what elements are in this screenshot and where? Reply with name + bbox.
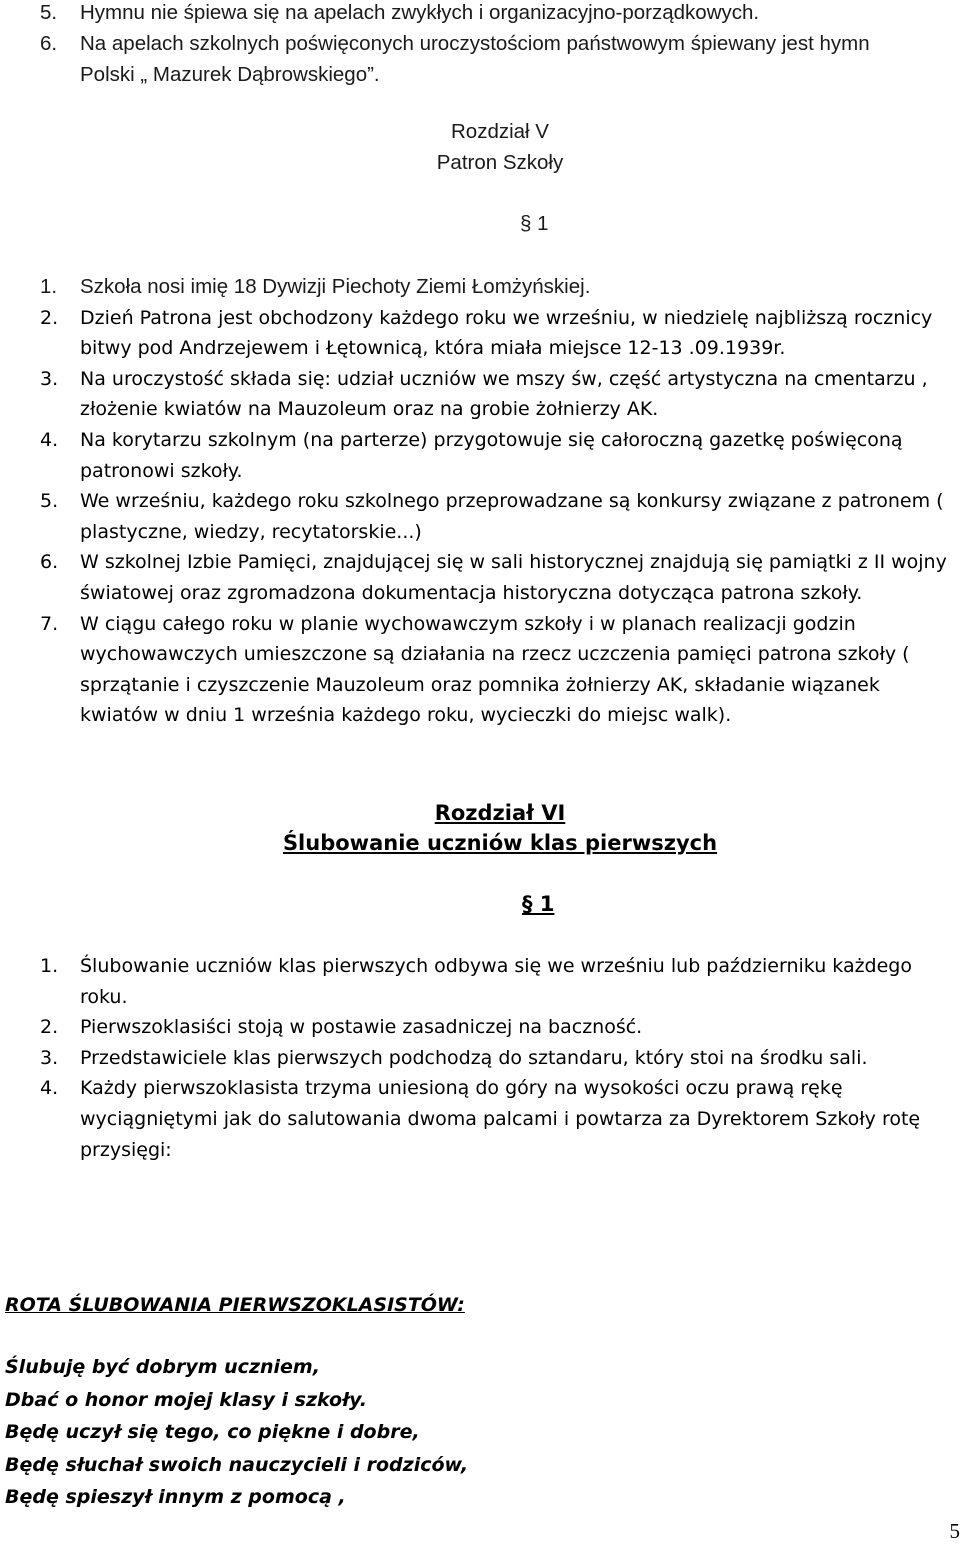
list-item bbox=[40, 951, 955, 1012]
oath-title: ROTA ŚLUBOWANIA PIERWSZOKLASISTÓW: bbox=[5, 1289, 465, 1322]
chapter-5-title-text: Rozdział V bbox=[451, 120, 549, 143]
chapter-6-paragraph-mark: § 1 bbox=[522, 892, 554, 916]
oath-line: Dbać o honor mojej klasy i szkoły. bbox=[5, 1384, 367, 1417]
list-item bbox=[40, 486, 955, 547]
chapter-6-subtitle-text: Ślubowanie uczniów klas pierwszych bbox=[283, 831, 717, 855]
oath-line: Będę słuchał swoich nauczycieli i rodziców, bbox=[5, 1449, 468, 1482]
oath-line: Ślubuję być dobrym uczniem, bbox=[5, 1351, 320, 1384]
list-item bbox=[40, 364, 955, 425]
chapter-6-list bbox=[40, 951, 955, 1165]
list-item bbox=[40, 425, 955, 486]
item-number: 6. bbox=[40, 547, 58, 578]
item-text: Szkoła nosi imię 18 Dywizji Piechoty Ziemi Łomżyńskiej. bbox=[80, 275, 590, 298]
list-item bbox=[40, 1073, 955, 1165]
item-number: 7. bbox=[40, 609, 58, 640]
item-number: 4. bbox=[40, 425, 58, 456]
item-text: Ślubowanie uczniów klas pierwszych odbywa się we wrześniu lub październiku każdego roku. bbox=[80, 955, 912, 1008]
oath-line: Będę spieszył innym z pomocą , bbox=[5, 1481, 346, 1514]
item-text: W ciągu całego roku w planie wychowawczym szkoły i w planach realizacji godzin wychowawczych umieszczone są działania na rzecz uczczenia pamięci patrona szkoły ( sprzątanie i czyszczenie Mauzoleum oraz pomnika żołnierzy AK, składanie wiązanek kwiatów w dniu 1 września każdego roku, wycieczki do miejsc walk). bbox=[80, 613, 910, 727]
chapter-6-subtitle bbox=[0, 831, 960, 855]
item-number: 2. bbox=[40, 303, 58, 334]
item-number: 2. bbox=[40, 1012, 58, 1043]
list-item bbox=[40, 272, 955, 303]
item-text: Pierwszoklasiści stoją w postawie zasadniczej na baczność. bbox=[80, 1016, 642, 1038]
item-number: 6. bbox=[40, 28, 57, 59]
chapter-6-title bbox=[0, 801, 960, 825]
chapter-5-list bbox=[40, 272, 955, 731]
item-text: We wrześniu, każdego roku szkolnego przeprowadzane są konkursy związane z patronem ( plastyczne, wiedzy, recytatorskie...) bbox=[80, 490, 944, 543]
item-text: Na apelach szkolnych poświęconych uroczystościom państwowym śpiewany jest hymn Polski „ Mazurek Dąbrowskiego”. bbox=[80, 28, 915, 90]
item-text: Na uroczystość składa się: udział uczniów we mszy św, część artystyczna na cmentarzu , złożenie kwiatów na Mauzoleum oraz na grobie żołnierzy AK. bbox=[80, 368, 928, 421]
chapter-5-paragraph-mark: § 1 bbox=[520, 212, 549, 236]
list-item bbox=[40, 547, 955, 608]
list-item bbox=[40, 303, 955, 364]
item-text: Przedstawiciele klas pierwszych podchodzą do sztandaru, który stoi na środku sali. bbox=[80, 1047, 868, 1069]
list-item bbox=[40, 1012, 955, 1043]
item-number: 5. bbox=[40, 0, 57, 28]
page-number: 5 bbox=[950, 1519, 960, 1544]
item-text: Na korytarzu szkolnym (na parterze) przygotowuje się całoroczną gazetkę poświęconą patronowi szkoły. bbox=[80, 429, 903, 482]
chapter-5-title bbox=[0, 120, 960, 144]
item-text: Każdy pierwszoklasista trzyma uniesioną do góry na wysokości oczu prawą rękę wyciągniętymi jak do salutowania dwoma palcami i powtarza za Dyrektorem Szkoły rotę przysięgi: bbox=[80, 1077, 920, 1160]
chapter-5-subtitle bbox=[0, 151, 960, 175]
item-text: Dzień Patrona jest obchodzony każdego roku we wrześniu, w niedzielę najbliższą rocznicy bitwy pod Andrzejewem i Łętownicą, która miała miejsce 12-13 .09.1939r. bbox=[80, 307, 932, 360]
oath-line: Będę uczył się tego, co piękne i dobre, bbox=[5, 1416, 420, 1449]
item-number: 4. bbox=[40, 1073, 58, 1104]
list-item bbox=[40, 1043, 955, 1074]
chapter-6-title-text: Rozdział VI bbox=[435, 801, 566, 825]
item-number: 1. bbox=[40, 272, 57, 303]
hymn-rules-list bbox=[40, 0, 955, 90]
list-item bbox=[40, 0, 955, 28]
list-item bbox=[40, 609, 955, 731]
item-text: W szkolnej Izbie Pamięci, znajdującej się w sali historycznej znajdują się pamiątki z II wojny światowej oraz zgromadzona dokumentacja historyczna dotycząca patrona szkoły. bbox=[80, 551, 947, 604]
item-number: 3. bbox=[40, 364, 58, 395]
item-number: 3. bbox=[40, 1043, 58, 1074]
item-number: 1. bbox=[40, 951, 58, 982]
chapter-5-subtitle-text: Patron Szkoły bbox=[437, 151, 563, 174]
list-item bbox=[40, 28, 955, 90]
item-text: Hymnu nie śpiewa się na apelach zwykłych i organizacyjno-porządkowych. bbox=[80, 1, 759, 24]
item-number: 5. bbox=[40, 486, 58, 517]
